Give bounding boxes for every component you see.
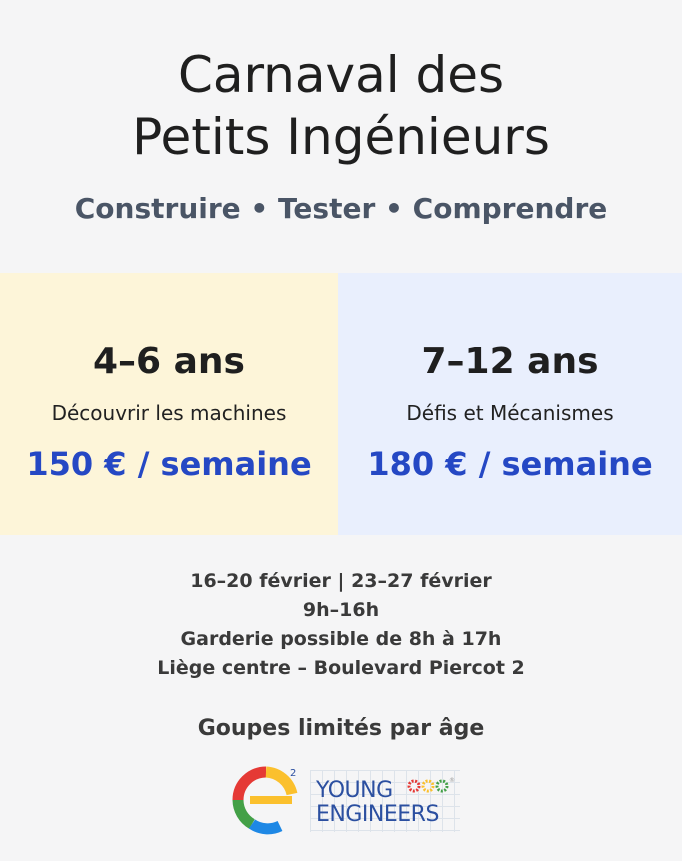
- group-description: Défis et Mécanismes: [406, 401, 614, 425]
- group-price: 180 € / semaine: [367, 445, 653, 483]
- age-groups: [0, 273, 682, 535]
- practical-info: [0, 567, 682, 683]
- registered-mark: ®: [449, 777, 455, 784]
- group-limit-note: Goupes limités par âge: [197, 716, 485, 741]
- age-group-panel-older: [338, 273, 682, 535]
- page-title: [0, 44, 682, 168]
- logo-superscript: 2: [290, 768, 297, 779]
- dates: 16–20 février | 23–27 février: [190, 570, 492, 592]
- group-price: 150 € / semaine: [26, 445, 312, 483]
- group-description: Découvrir les machines: [51, 401, 287, 425]
- gears-icon: [406, 776, 454, 796]
- e2-logo-icon: [230, 764, 302, 838]
- location: Liège centre – Boulevard Piercot 2: [157, 657, 525, 679]
- logo-line-2: ENGINEERS: [316, 802, 439, 827]
- age-range: 7–12 ans: [421, 341, 599, 382]
- tagline: Construire • Tester • Comprendre: [74, 192, 608, 225]
- age-range: 4–6 ans: [93, 341, 245, 382]
- title-line-2: Petits Ingénieurs: [132, 108, 550, 166]
- title-line-1: Carnaval des: [177, 46, 505, 104]
- hours: 9h–16h: [302, 599, 380, 621]
- logo-wordmark: [310, 770, 460, 832]
- young-engineers-logo: [230, 764, 460, 838]
- age-group-panel-young: [0, 273, 338, 535]
- daycare: Garderie possible de 8h à 17h: [180, 628, 502, 650]
- logo-line-1: YOUNG: [316, 778, 393, 803]
